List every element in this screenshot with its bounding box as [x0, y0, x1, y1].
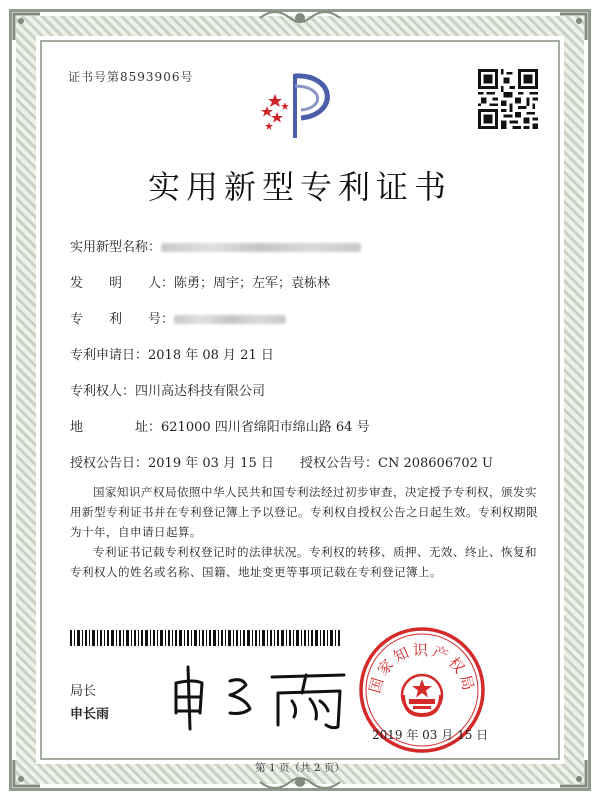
filing-date-row — [70, 344, 274, 363]
certificate-number-suffix: 号 — [180, 70, 194, 84]
director-name: 申长雨 — [70, 707, 110, 722]
grant-number-value: CN 208606702 U — [378, 456, 493, 471]
seal-text: 国家知识产权局 — [365, 641, 479, 696]
cnipa-logo-icon — [255, 66, 345, 146]
grant-date-label: 授权公告日： — [70, 456, 149, 471]
filing-date-value: 2018 年 08 月 21 日 — [148, 348, 274, 363]
legal-status-paragraph: 专利证书记载专利权登记时的法律状况。专利权的转移、质押、无效、终止、恢复和专利权人的姓名或名称、国籍、地址变更等事项记载在专利登记簿上。 — [70, 545, 537, 579]
page-number: 第 1 页（共 2 页） — [255, 762, 345, 774]
grant-statement — [70, 482, 540, 542]
utility-model-name-row — [70, 236, 361, 255]
utility-model-name-label: 实用新型名称： — [70, 240, 162, 255]
certificate-number-value: 8593906 — [120, 70, 181, 84]
qr-code-icon — [478, 68, 538, 130]
director-signature-icon — [168, 655, 358, 735]
patentee-row — [70, 380, 265, 399]
inventor-row — [70, 272, 330, 291]
corner-ornament-icon — [558, 12, 588, 42]
inventor-label: 发 明 人： — [70, 276, 175, 291]
patent-number-row — [70, 308, 286, 327]
certificate-number-label: 证书号第 — [68, 70, 121, 84]
filing-date-label: 专利申请日： — [70, 348, 149, 363]
legal-status-statement — [70, 542, 540, 582]
barcode-icon — [70, 630, 340, 646]
address-value: 621000 四川省绵阳市绵山路 64 号 — [161, 420, 370, 435]
redacted-patent-number — [174, 315, 286, 324]
top-ornament-icon — [255, 6, 345, 30]
grant-statement-paragraph: 国家知识产权局依照中华人民共和国专利法经过初步审查，决定授予专利权，颁发实用新型专利证书并在专利登记簿上予以登记。专利权自授权公告之日起生效。专利权期限为十年，自申请日起算。 — [70, 485, 538, 539]
grant-number-label: 授权公告号： — [300, 456, 379, 471]
director-title: 局长 — [70, 684, 97, 699]
address-row — [70, 416, 370, 435]
redacted-utility-model-name — [161, 243, 361, 252]
certificate-number — [68, 68, 193, 85]
grant-number-row — [300, 452, 493, 471]
inventor-value: 陈勇；周宇；左军；袁栋林 — [174, 276, 331, 291]
grant-date-row — [70, 452, 274, 471]
patent-number-label: 专 利 号： — [70, 312, 175, 327]
certificate-title: 实用新型专利证书 — [147, 168, 452, 206]
corner-ornament-icon — [12, 12, 42, 42]
address-label: 地 址： — [70, 420, 162, 435]
grant-date-value: 2019 年 03 月 15 日 — [148, 456, 274, 471]
seal-date: 2019 年 03 月 15 日 — [372, 728, 489, 742]
patentee-value: 四川高达科技有限公司 — [135, 384, 266, 399]
patentee-label: 专利权人： — [70, 384, 136, 399]
